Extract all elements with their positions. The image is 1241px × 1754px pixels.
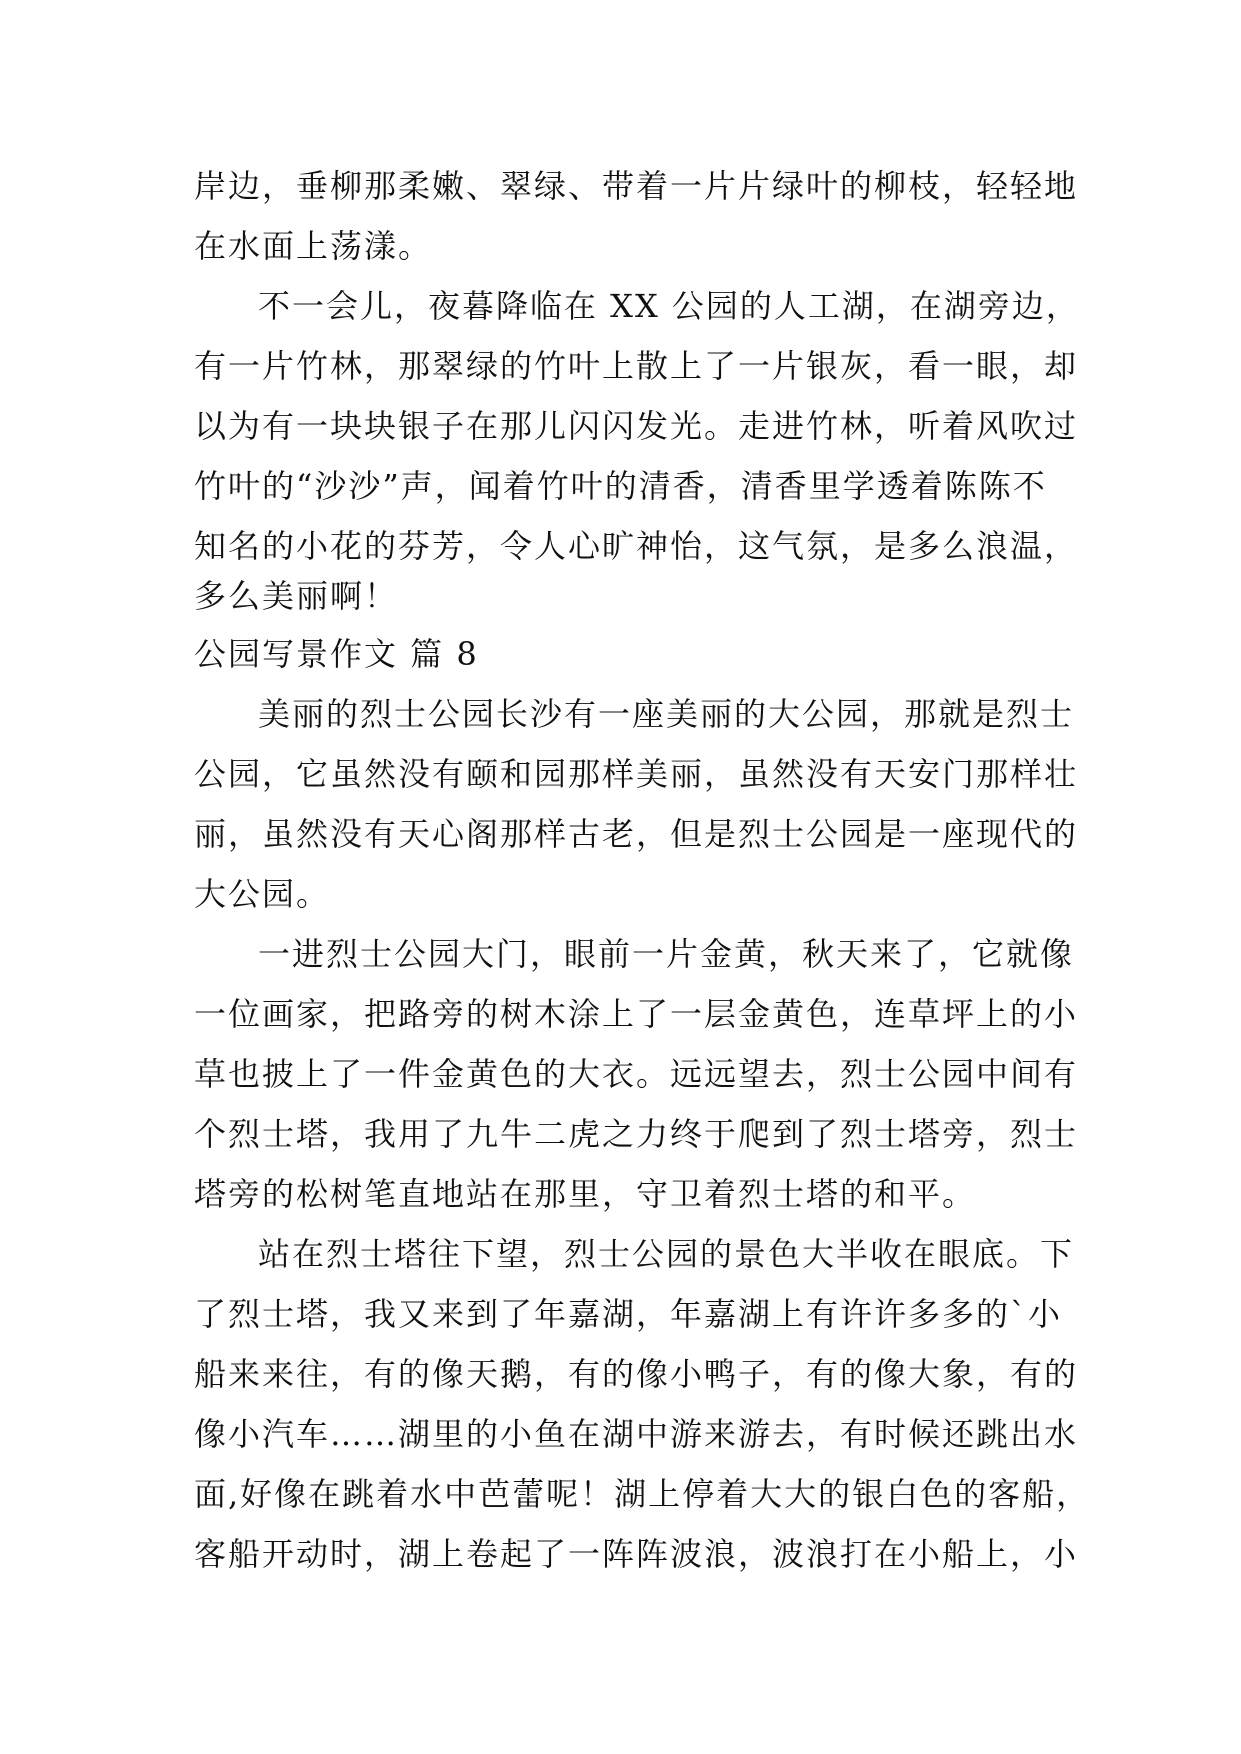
- paragraph-line: 公园，它虽然没有颐和园那样美丽，虽然没有天安门那样壮: [194, 755, 1079, 793]
- paragraph-line: 一进烈士公园大门，眼前一片金黄，秋天来了，它就像: [258, 935, 1075, 973]
- paragraph-line: 面,好像在跳着水中芭蕾呢！湖上停着大大的银白色的客船，: [194, 1475, 1091, 1513]
- section-heading: 公园写景作文 篇 8: [194, 635, 479, 673]
- paragraph-line: 塔旁的松树笔直地站在那里，守卫着烈士塔的和平。: [194, 1175, 977, 1213]
- paragraph-line: 有一片竹林，那翠绿的竹叶上散上了一片银灰，看一眼，却: [194, 347, 1079, 385]
- paragraph-line: 不一会儿，夜暮降临在 XX 公园的人工湖，在湖旁边，: [258, 287, 1080, 325]
- paragraph-line: 草也披上了一件金黄色的大衣。远远望去，烈士公园中间有: [194, 1055, 1079, 1093]
- paragraph-line: 站在烈士塔往下望，烈士公园的景色大半收在眼底。下: [258, 1235, 1075, 1273]
- paragraph-line: 了烈士塔，我又来到了年嘉湖，年嘉湖上有许许多多的`小: [194, 1295, 1063, 1333]
- paragraph-line: 在水面上荡漾。: [194, 227, 433, 265]
- paragraph-line: 像小汽车……湖里的小鱼在湖中游来游去，有时候还跳出水: [194, 1415, 1079, 1453]
- paragraph-line: 以为有一块块银子在那儿闪闪发光。走进竹林，听着风吹过: [194, 407, 1079, 445]
- paragraph-line: 丽，虽然没有天心阁那样古老，但是烈士公园是一座现代的: [194, 815, 1079, 853]
- paragraph-line: 船来来往，有的像天鹅，有的像小鸭子，有的像大象，有的: [194, 1355, 1079, 1393]
- paragraph-line: 个烈士塔，我用了九牛二虎之力终于爬到了烈士塔旁，烈士: [194, 1115, 1079, 1153]
- paragraph-line: 多么美丽啊！: [194, 577, 399, 615]
- paragraph-line: 大公园。: [194, 875, 331, 913]
- paragraph-line: 岸边，垂柳那柔嫩、翠绿、带着一片片绿叶的柳枝，轻轻地: [194, 167, 1079, 205]
- paragraph-line: 竹叶的“沙沙”声，闻着竹叶的清香，清香里学透着陈陈不: [194, 467, 1047, 505]
- paragraph-line: 知名的小花的芬芳，令人心旷神怡，这气氛，是多么浪温，: [194, 527, 1079, 565]
- paragraph-line: 客船开动时，湖上卷起了一阵阵波浪，波浪打在小船上，小: [194, 1535, 1079, 1573]
- paragraph-line: 美丽的烈士公园长沙有一座美丽的大公园，那就是烈士: [258, 695, 1075, 733]
- paragraph-line: 一位画家，把路旁的树木涂上了一层金黄色，连草坪上的小: [194, 995, 1079, 1033]
